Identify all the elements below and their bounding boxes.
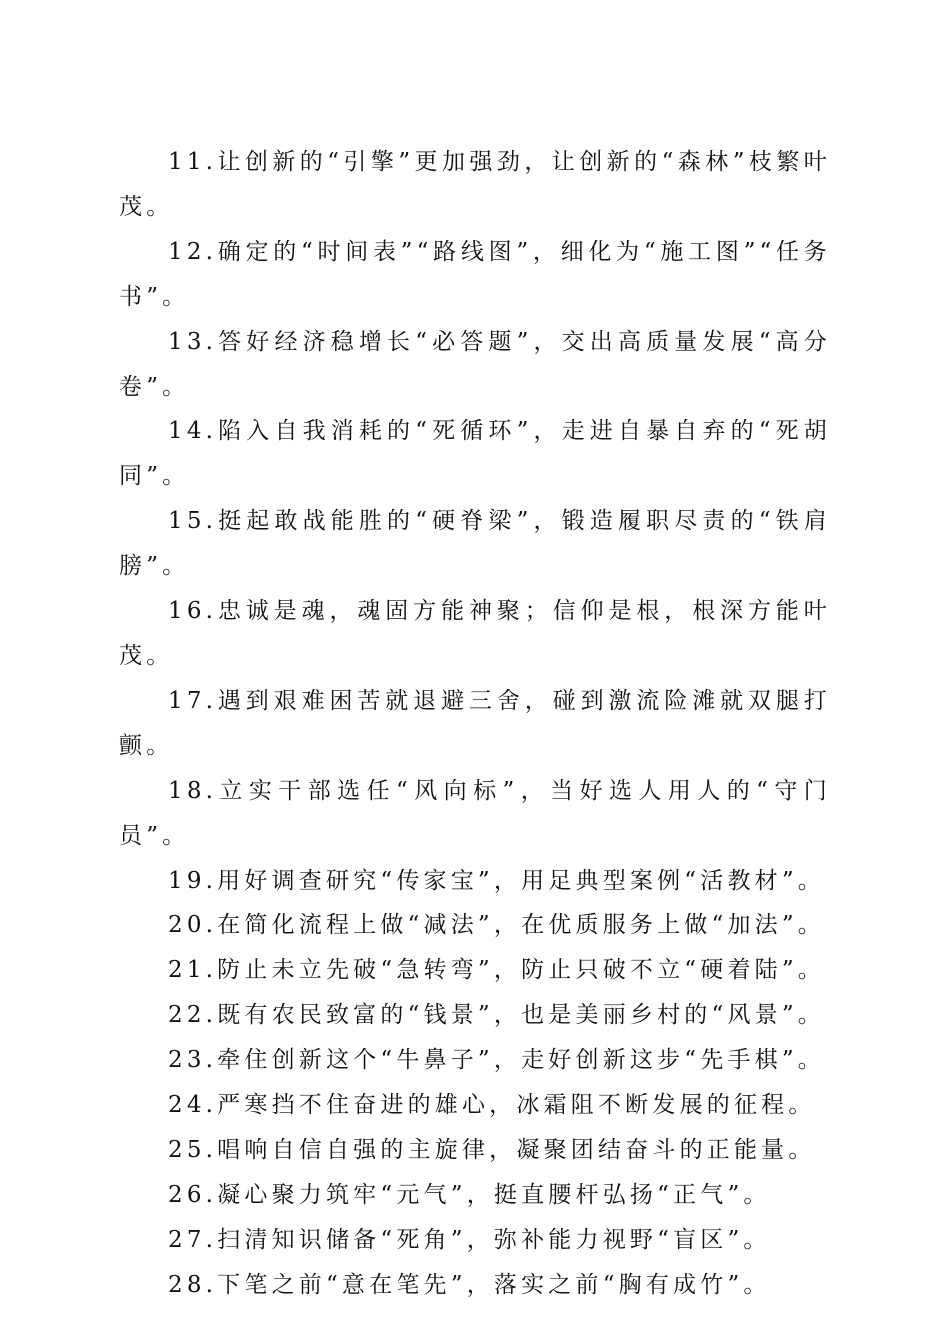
- list-item: 28.下笔之前“意在笔先”，落实之前“胸有成竹”。: [168, 1271, 771, 1298]
- list-item: 11.让创新的“引擎”更加强劲，让创新的“森林”枝繁叶茂。: [119, 149, 831, 220]
- list-item: 25.唱响自信自强的主旋律，凝聚团结奋斗的正能量。: [168, 1136, 816, 1163]
- list-item: 20.在简化流程上做“减法”，在优质服务上做“加法”。: [168, 912, 826, 939]
- list-item: 18.立实干部选任“风向标”，当好选人用人的“守门员”。: [119, 777, 831, 849]
- list-item: 15.挺起敢战能胜的“硬脊梁”，锻造履职尽责的“铁肩膀”。: [119, 508, 831, 580]
- list-item: 16.忠诚是魂，魂固方能神聚；信仰是根，根深方能叶茂。: [119, 598, 831, 669]
- list-item: 24.严寒挡不住奋进的雄心，冰霜阻不断发展的征程。: [168, 1092, 816, 1119]
- list-item: 19.用好调查研究“传家宝”，用足典型案例“活教材”。: [168, 867, 826, 894]
- list-item: 23.牵住创新这个“牛鼻子”，走好创新这步“先手棋”。: [168, 1047, 826, 1074]
- list-item: 14.陷入自我消耗的“死循环”，走进自暴自弃的“死胡同”。: [119, 418, 831, 490]
- list-item: 21.防止未立先破“急转弯”，防止只破不立“硬着陆”。: [168, 957, 826, 984]
- list-item: 26.凝心聚力筑牢“元气”，挺直腰杆弘扬“正气”。: [168, 1181, 771, 1208]
- list-item: 22.既有农民致富的“钱景”，也是美丽乡村的“风景”。: [168, 1002, 826, 1029]
- list-item: 27.扫清知识储备“死角”，弥补能力视野“盲区”。: [168, 1226, 771, 1253]
- list-item: 17.遇到艰难困苦就退避三舍，碰到激流险滩就双腿打颤。: [119, 687, 831, 759]
- list-item: 12.确定的“时间表”“路线图”，细化为“施工图”“任务书”。: [119, 238, 831, 310]
- list-item: 13.答好经济稳增长“必答题”，交出高质量发展“高分卷”。: [119, 328, 831, 400]
- document-body: [119, 140, 831, 1308]
